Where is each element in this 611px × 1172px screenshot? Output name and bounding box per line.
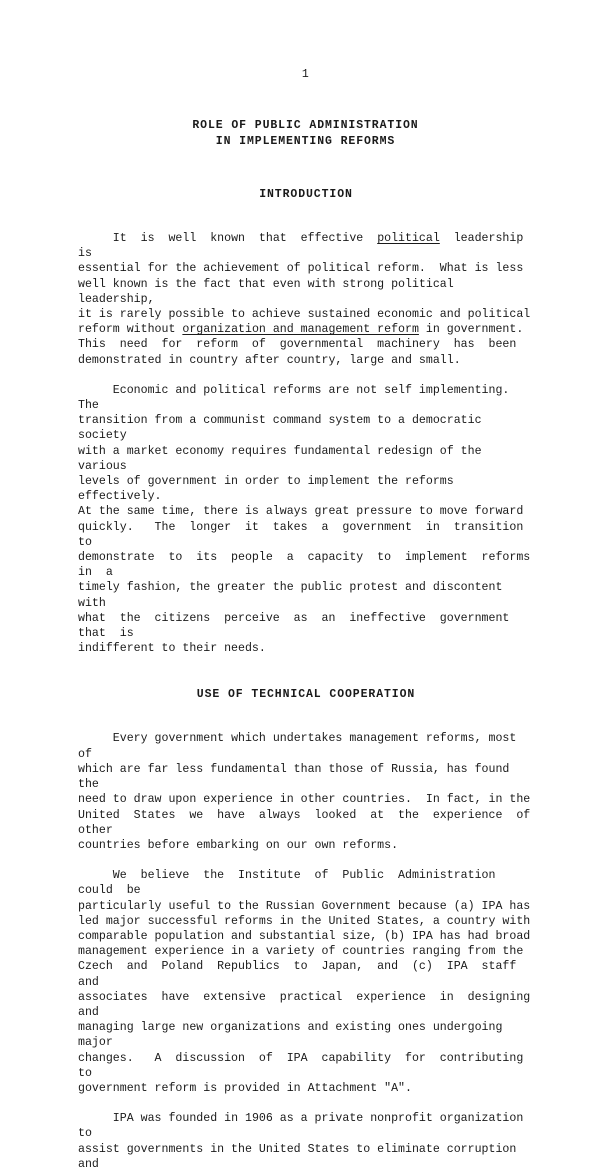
document-body	[78, 188, 545, 1172]
techcoop-p2-line-7: associates have extensive practical experience in designing and	[78, 990, 545, 1019]
techcoop-p3-line-1: IPA was founded in 1906 as a private nonprofit organization to	[78, 1112, 531, 1141]
intro-p2-line-1: Economic and political reforms are not self implementing. The	[78, 383, 524, 413]
intro-p2-line-6: quickly. The longer it takes a government in transition to	[78, 520, 538, 549]
document-title-line-2: IN IMPLEMENTING REFORMS	[215, 135, 396, 148]
intro-p2-line-7: demonstrate to its people a capacity to implement reforms in a	[78, 551, 545, 580]
spacer	[78, 656, 534, 688]
techcoop-p2-line-3: led major successful reforms in the United States, a country with	[78, 914, 531, 928]
intro-p1-underlined-political: political	[377, 232, 440, 245]
techcoop-p1-line-4: United States we have always looked at the experience of other	[78, 808, 545, 837]
spacer	[78, 201, 534, 231]
document-title-line-1: ROLE OF PUBLIC ADMINISTRATION	[192, 119, 419, 132]
intro-p1-underlined-org-mgmt-reform: organization and management reform	[182, 323, 419, 337]
intro-p1-line-1	[78, 231, 538, 261]
techcoop-p1-line-5: countries before embarking on our own reforms.	[78, 838, 399, 852]
techcoop-paragraph-1	[78, 731, 545, 853]
intro-p1-line-6: This need for reform of governmental machinery has been	[78, 338, 517, 352]
intro-p1-line-3: well known is the fact that even with strong political leadership,	[78, 277, 461, 306]
intro-p1-line-5	[78, 322, 534, 337]
techcoop-paragraph-2	[78, 868, 545, 1096]
intro-p2-line-3: with a market economy requires fundamental redesign of the various	[78, 444, 489, 473]
techcoop-p2-line-1: We believe the Institute of Public Administration could be	[78, 869, 510, 898]
intro-p1-line-2: essential for the achievement of political reform. What is less	[78, 262, 524, 276]
spacer	[78, 853, 534, 868]
techcoop-p1-line-2: which are far less fundamental than those of Russia, has found the	[78, 762, 517, 792]
document-title	[0, 118, 611, 150]
intro-p2-line-5: At the same time, there is always great pressure to move forward	[78, 505, 524, 519]
spacer	[78, 1096, 534, 1111]
techcoop-p1-line-1: Every government which undertakes management reforms, most of	[78, 732, 524, 761]
techcoop-p2-line-6: Czech and Poland Republics to Japan, and (c) IPA staff and	[78, 960, 531, 989]
intro-p1-line-1-text-b: leadership is	[78, 232, 538, 261]
techcoop-p2-line-2: particularly useful to the Russian Government because (a) IPA has	[78, 899, 531, 913]
techcoop-p1-line-3: need to draw upon experience in other countries. In fact, in the	[78, 793, 531, 807]
intro-p1-line-5-text-b: in government.	[418, 323, 524, 337]
intro-paragraph-2	[78, 383, 545, 657]
techcoop-paragraph-3	[78, 1111, 534, 1172]
techcoop-p3-line-2: assist governments in the United States to eliminate corruption and	[78, 1142, 524, 1171]
intro-p2-line-8: timely fashion, the greater the public protest and discontent with	[78, 581, 510, 610]
intro-p2-line-4: levels of government in order to implement the reforms effectively.	[78, 475, 461, 504]
techcoop-p2-line-10: government reform is provided in Attachment "A".	[78, 1081, 412, 1095]
intro-paragraph-1	[78, 231, 538, 368]
techcoop-p2-line-8: managing large new organizations and existing ones undergoing major	[78, 1021, 510, 1050]
page-number: 1	[301, 68, 310, 81]
techcoop-p2-line-5: management experience in a variety of countries ranging from the	[78, 945, 524, 959]
section-heading-introduction: INTRODUCTION	[259, 188, 353, 201]
spacer	[78, 368, 534, 383]
intro-p2-line-10: indifferent to their needs.	[78, 642, 266, 656]
intro-p1-line-1-text-a: It is well known that effective	[78, 232, 378, 245]
intro-p2-line-9: what the citizens perceive as an ineffective government that is	[78, 611, 524, 641]
techcoop-p2-line-4: comparable population and substantial size, (b) IPA has had broad	[78, 929, 531, 943]
intro-p1-line-4: it is rarely possible to achieve sustained economic and political	[78, 308, 531, 322]
intro-p2-line-2: transition from a communist command system to a democratic society	[78, 414, 489, 443]
section-heading-technical-cooperation: USE OF TECHNICAL COOPERATION	[196, 688, 416, 702]
intro-p1-line-7: demonstrated in country after country, large and small.	[78, 353, 461, 367]
intro-p1-line-5-text-a: reform without	[78, 323, 183, 337]
spacer	[78, 701, 534, 731]
techcoop-p2-line-9: changes. A discussion of IPA capability for contributing to	[78, 1051, 538, 1080]
